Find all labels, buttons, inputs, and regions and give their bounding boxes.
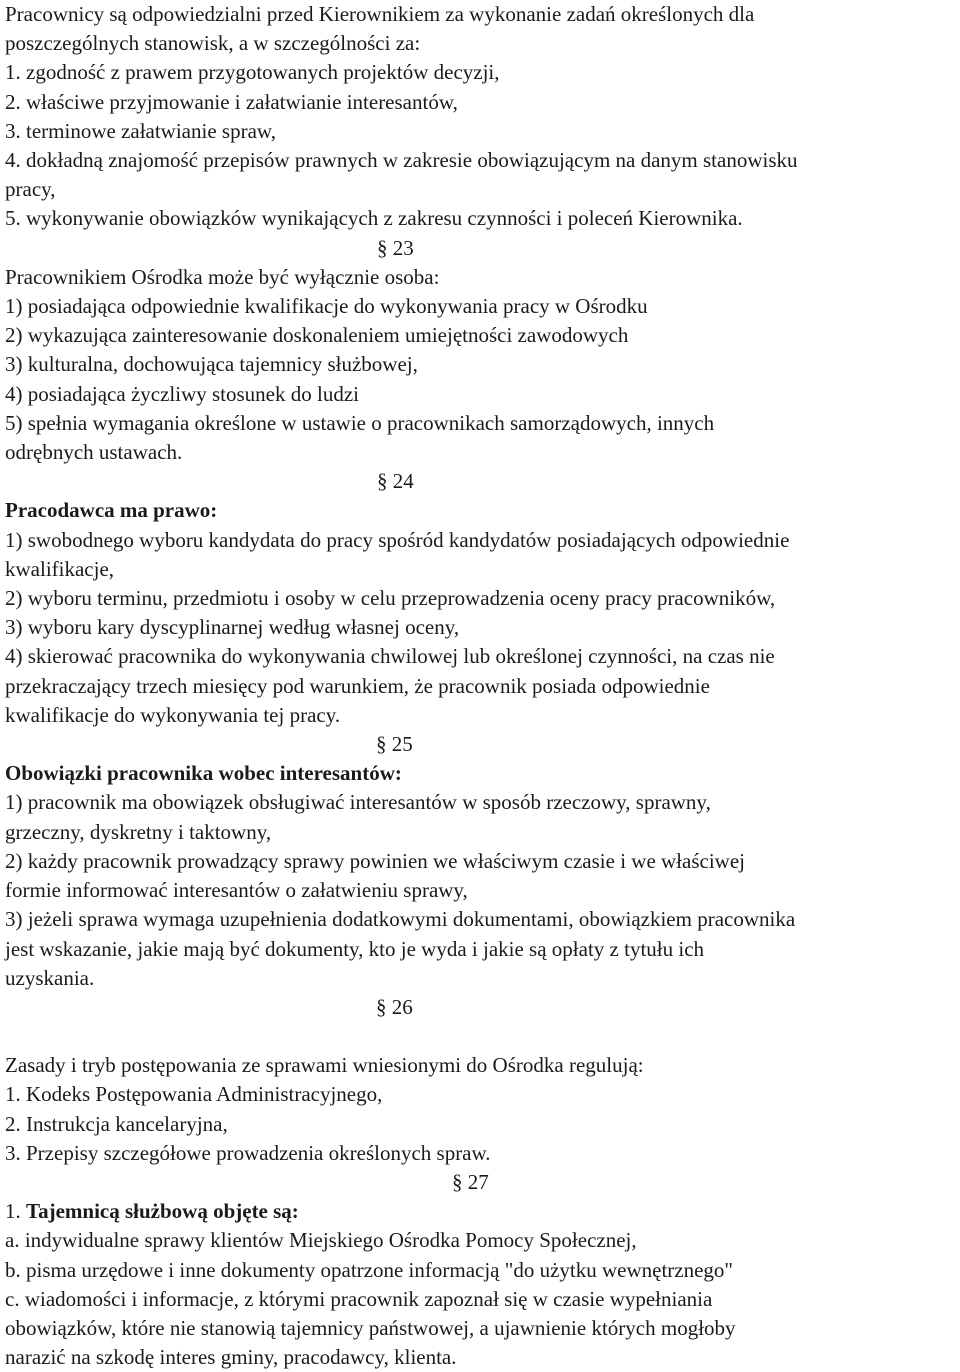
text-line: Pracownicy są odpowiedzialni przed Kierownikiem za wykonanie zadań określonych dla — [5, 2, 755, 26]
section-title: Pracodawca ma prawo: — [5, 498, 218, 523]
list-item: 1. zgodność z prawem przygotowanych projektów decyzji, — [5, 60, 500, 85]
list-item: narazić na szkodę interes gminy, pracodawcy, klienta. — [5, 1345, 457, 1370]
list-item: 2) wykazująca zainteresowanie doskonaleniem umiejętności zawodowych — [5, 323, 629, 348]
list-item: 1) pracownik ma obowiązek obsługiwać interesantów w sposób rzeczowy, sprawny, — [5, 790, 711, 815]
title-number: 1. — [5, 1199, 26, 1224]
list-item: a. indywidualne sprawy klientów Miejskiego Ośrodka Pomocy Społecznej, — [5, 1228, 637, 1253]
list-item: formie informować interesantów o załatwieniu sprawy, — [5, 878, 468, 903]
section-title: Tajemnicą służbową objęte są: — [26, 1199, 299, 1224]
list-item: 1. Kodeks Postępowania Administracyjnego, — [5, 1082, 383, 1107]
list-item: b. pisma urzędowe i inne dokumenty opatrzone informacją "do użytku wewnętrznego" — [5, 1257, 733, 1282]
list-item: 3. terminowe załatwianie spraw, — [5, 118, 276, 143]
section-27 — [5, 1168, 955, 1372]
intro-section — [5, 0, 955, 234]
list-item: kwalifikacje, — [5, 556, 115, 581]
list-item: 3) kulturalna, dochowująca tajemnicy służbowej, — [5, 352, 418, 377]
section-title: Obowiązki pracownika wobec interesantów: — [5, 761, 402, 786]
list-item: 2) wyboru terminu, przedmiotu i osoby w celu przeprowadzenia oceny pracy pracowników, — [5, 586, 776, 611]
list-item: 4. dokładną znajomość przepisów prawnych w zakresie obowiązującym na danym stanowisku — [5, 148, 798, 173]
section-heading: § 25 — [376, 732, 413, 757]
section-heading: § 27 — [452, 1169, 489, 1194]
section-23 — [5, 234, 955, 468]
section-heading: § 26 — [376, 994, 413, 1019]
list-item: 1) posiadająca odpowiednie kwalifikacje do wykonywania pracy w Ośrodku — [5, 294, 648, 319]
list-item: c. wiadomości i informacje, z którymi pracownik zapoznał się w czasie wypełniania — [5, 1286, 713, 1311]
section-heading: § 24 — [377, 469, 414, 494]
text-line: Zasady i tryb postępowania ze sprawami wniesionymi do Ośrodka regulują: — [5, 1053, 644, 1078]
section-25 — [5, 730, 955, 993]
list-item: 2) każdy pracownik prowadzący sprawy powinien we właściwym czasie i we właściwej — [5, 848, 745, 873]
section-title-line — [5, 1197, 955, 1226]
list-item: 3) jeżeli sprawa wymaga uzupełnienia dodatkowymi dokumentami, obowiązkiem pracownika — [5, 907, 796, 932]
list-item: 3. Przepisy szczegółowe prowadzenia określonych spraw. — [5, 1140, 491, 1165]
list-item: 1) swobodnego wyboru kandydata do pracy spośród kandydatów posiadających odpowiednie — [5, 527, 790, 552]
list-item: 2. Instrukcja kancelaryjna, — [5, 1111, 228, 1136]
section-heading: § 23 — [377, 235, 414, 260]
blank-line — [5, 1022, 955, 1051]
list-item: 5) spełnia wymagania określone w ustawie o pracownikach samorządowych, innych — [5, 410, 715, 435]
list-item: uzyskania. — [5, 965, 95, 990]
list-item: odrębnych ustawach. — [5, 440, 183, 465]
list-item: 5. wykonywanie obowiązków wynikających z zakresu czynności i poleceń Kierownika. — [5, 206, 743, 231]
list-item: przekraczający trzech miesięcy pod warunkiem, że pracownik posiada odpowiednie — [5, 673, 710, 698]
section-26 — [5, 993, 955, 1168]
list-item: 4) skierować pracownika do wykonywania chwilowej lub określonej czynności, na czas nie — [5, 644, 775, 669]
list-item: grzeczny, dyskretny i taktowny, — [5, 819, 272, 844]
list-item: obowiązków, które nie stanowią tajemnicy państwowej, a ujawnienie których mogłoby — [5, 1315, 736, 1340]
list-item: jest wskazanie, jakie mają być dokumenty, kto je wyda i jakie są opłaty z tytułu ich — [5, 936, 705, 961]
text-line: poszczególnych stanowisk, a w szczególności za: — [5, 31, 421, 56]
list-item: 3) wyboru kary dyscyplinarnej według własnej oceny, — [5, 615, 460, 640]
list-item: kwalifikacje do wykonywania tej pracy. — [5, 702, 341, 727]
list-item: 2. właściwe przyjmowanie i załatwianie interesantów, — [5, 89, 458, 114]
text-line: Pracownikiem Ośrodka może być wyłącznie osoba: — [5, 264, 440, 289]
list-item: 4) posiadająca życzliwy stosunek do ludzi — [5, 381, 359, 406]
section-24 — [5, 467, 955, 730]
list-item: pracy, — [5, 177, 56, 202]
